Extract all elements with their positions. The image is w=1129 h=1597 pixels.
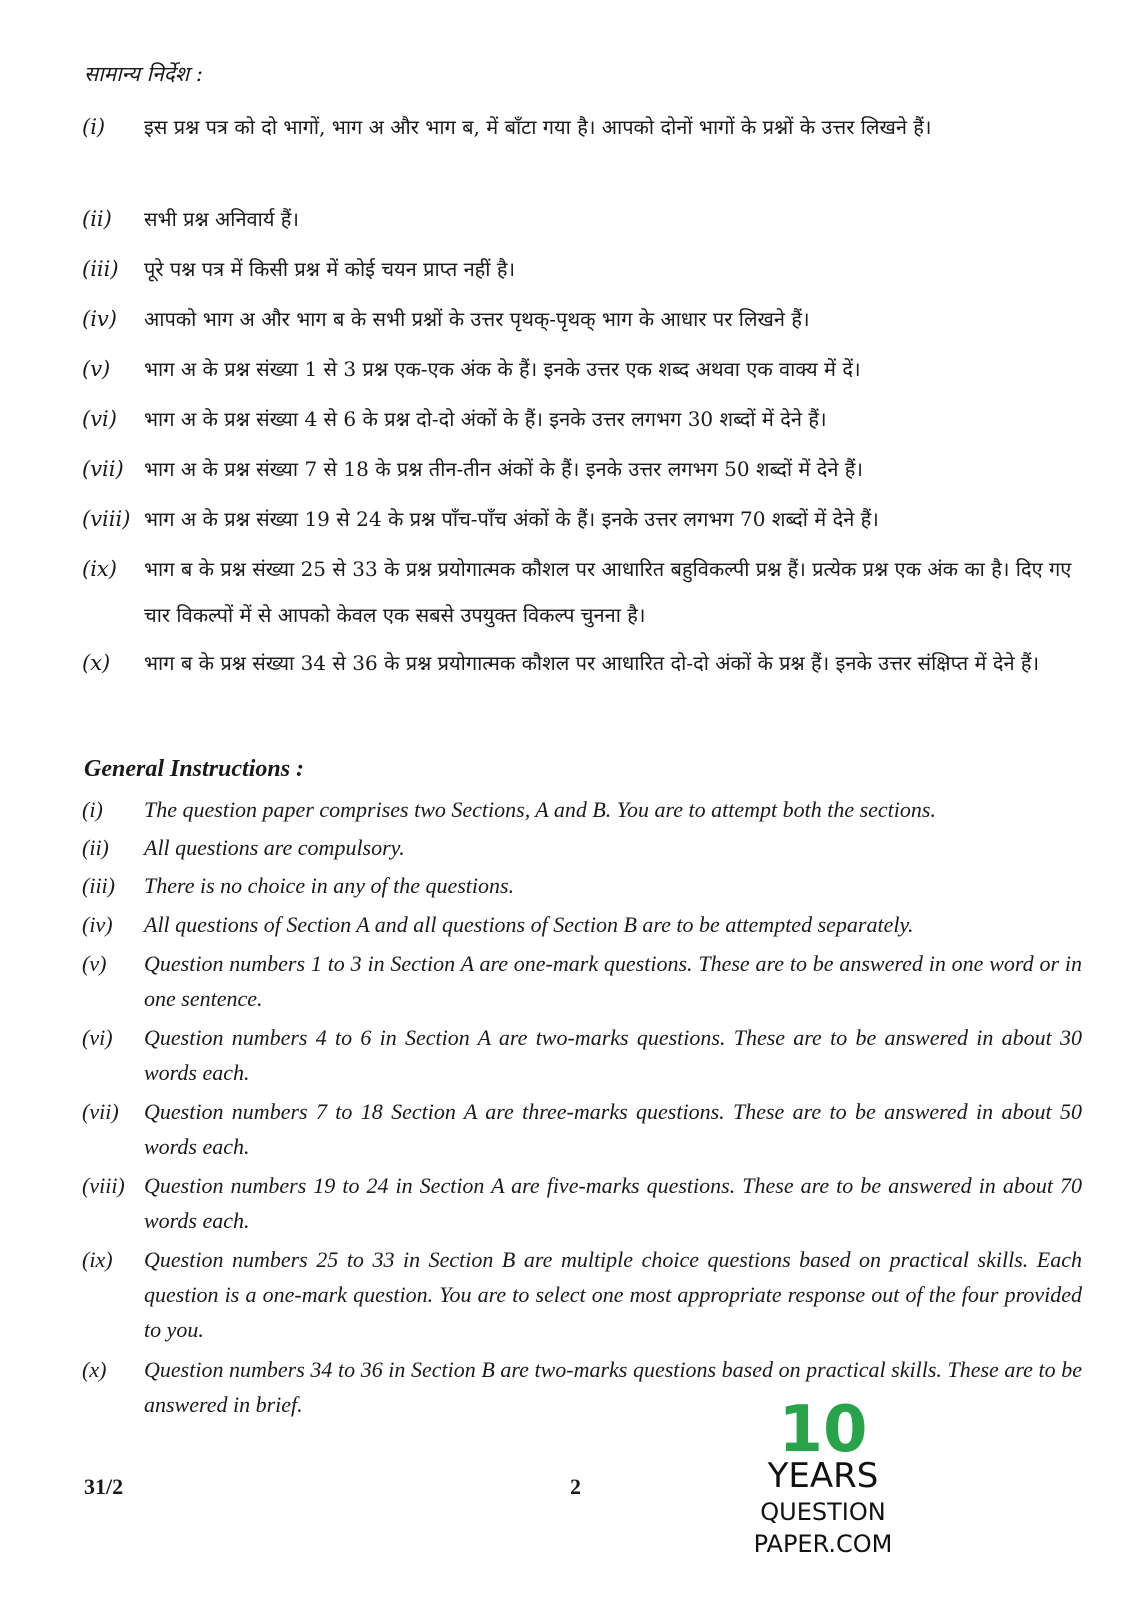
hindi-instruction-item bbox=[82, 104, 1082, 196]
english-instructions-heading: General Instructions : bbox=[84, 756, 305, 782]
item-text: भाग अ के प्रश्न संख्या 7 से 18 के प्रश्न तीन-तीन अंकों के हैं। इनके उत्तर लगभग 50 शब्दों में देने हैं। bbox=[144, 457, 864, 481]
item-text: भाग अ के प्रश्न संख्या 1 से 3 प्रश्न एक-एक अंक के हैं। इनके उत्तर एक शब्द अथवा एक वाक्य में दें। bbox=[144, 357, 861, 381]
item-number: (iii) bbox=[82, 873, 115, 898]
item-number: (i) bbox=[82, 797, 103, 822]
item-number: (i) bbox=[82, 115, 106, 139]
item-text: भाग अ के प्रश्न संख्या 4 से 6 के प्रश्न दो-दो अंकों के हैं। इनके उत्तर लगभग 30 शब्दों में देने हैं। bbox=[144, 407, 827, 431]
item-text: पूरे पश्न पत्र में किसी प्रश्न में कोई चयन प्राप्त नहीं है। bbox=[144, 257, 516, 281]
item-number: (x) bbox=[82, 1357, 107, 1382]
logo-number: 10 bbox=[778, 1393, 868, 1467]
item-text: भाग अ के प्रश्न संख्या 19 से 24 के प्रश्न पाँच-पाँच अंकों के हैं। इनके उत्तर लगभग 70 शब्दों में देने हैं। bbox=[144, 507, 879, 531]
item-number: (iv) bbox=[82, 307, 117, 331]
item-text: There is no choice in any of the questions. bbox=[144, 873, 515, 898]
item-text: भाग ब के प्रश्न संख्या 25 से 33 के प्रश्न प्रयोगात्मक कौशल पर आधारित बहुविकल्पी प्रश्न हैं। प्रत्येक प्रश्न एक अंक का है। दिए गए चार विकल्पों में से आपको केवल एक सबसे उपयुक्त विकल्प चुनना है। bbox=[144, 557, 1072, 627]
item-text: Question numbers 34 to 36 in Section B are two-marks questions based on practical skills. These are to be answered in brief. bbox=[144, 1357, 1082, 1417]
item-text: Question numbers 19 to 24 in Section A are five-marks questions. These are to be answered in about 70 words each. bbox=[144, 1173, 1082, 1233]
item-text: All questions of Section A and all questions of Section B are to be attempted separately. bbox=[144, 912, 914, 937]
item-number: (vii) bbox=[82, 1099, 119, 1124]
item-number: (ix) bbox=[82, 557, 117, 581]
logo-years: YEARS bbox=[767, 1456, 879, 1496]
watermark-logo bbox=[688, 1393, 958, 1558]
item-number: (v) bbox=[82, 357, 111, 381]
item-number: (iii) bbox=[82, 257, 119, 281]
item-number: (viii) bbox=[82, 1173, 125, 1198]
item-text: भाग ब के प्रश्न संख्या 34 से 36 के प्रश्न प्रयोगात्मक कौशल पर आधारित दो-दो अंकों के प्रश्न हैं। इनके उत्तर संक्षिप्त में देने हैं। bbox=[144, 651, 1040, 675]
paper-code: 31/2 bbox=[84, 1474, 124, 1499]
item-number: (ii) bbox=[82, 207, 112, 231]
item-text: The question paper comprises two Sections, A and B. You are to attempt both the sections. bbox=[144, 797, 936, 822]
item-number: (iv) bbox=[82, 912, 113, 937]
hindi-instructions-heading: सामान्य निर्देश : bbox=[84, 62, 203, 86]
item-text: Question numbers 4 to 6 in Section A are two-marks questions. These are to be answered in about 30 words each. bbox=[144, 1025, 1082, 1085]
item-number: (v) bbox=[82, 951, 107, 976]
item-text: Question numbers 25 to 33 in Section B are multiple choice questions based on practical skills. Each question is a one-mark question. You are to select one most appropriate response out of the four provided to you. bbox=[144, 1247, 1082, 1342]
item-number: (viii) bbox=[82, 507, 131, 531]
logo-site-name: QUESTION PAPER.COM bbox=[753, 1498, 893, 1558]
item-number: (ii) bbox=[82, 835, 109, 860]
item-number: (vi) bbox=[82, 1025, 113, 1050]
item-number: (x) bbox=[82, 651, 111, 675]
item-text: इस प्रश्न पत्र को दो भागों, भाग अ और भाग ब, में बाँटा गया है। आपको दोनों भागों के प्रश्नों के उत्तर लिखने हैं। bbox=[144, 115, 932, 139]
item-text: सभी प्रश्न अनिवार्य हैं। bbox=[144, 207, 300, 231]
item-text: Question numbers 1 to 3 in Section A are one-mark questions. These are to be answered in one word or in one sentence. bbox=[144, 951, 1082, 1011]
item-number: (vii) bbox=[82, 457, 124, 481]
item-number: (vi) bbox=[82, 407, 117, 431]
item-number: (ix) bbox=[82, 1247, 113, 1272]
item-text: Question numbers 7 to 18 Section A are three-marks questions. These are to be answered in about 50 words each. bbox=[144, 1099, 1082, 1159]
item-text: All questions are compulsory. bbox=[144, 835, 405, 860]
item-text: आपको भाग अ और भाग ब के सभी प्रश्नों के उत्तर पृथक्-पृथक् भाग के आधार पर लिखने हैं। bbox=[144, 307, 810, 331]
page-number: 2 bbox=[570, 1474, 581, 1499]
